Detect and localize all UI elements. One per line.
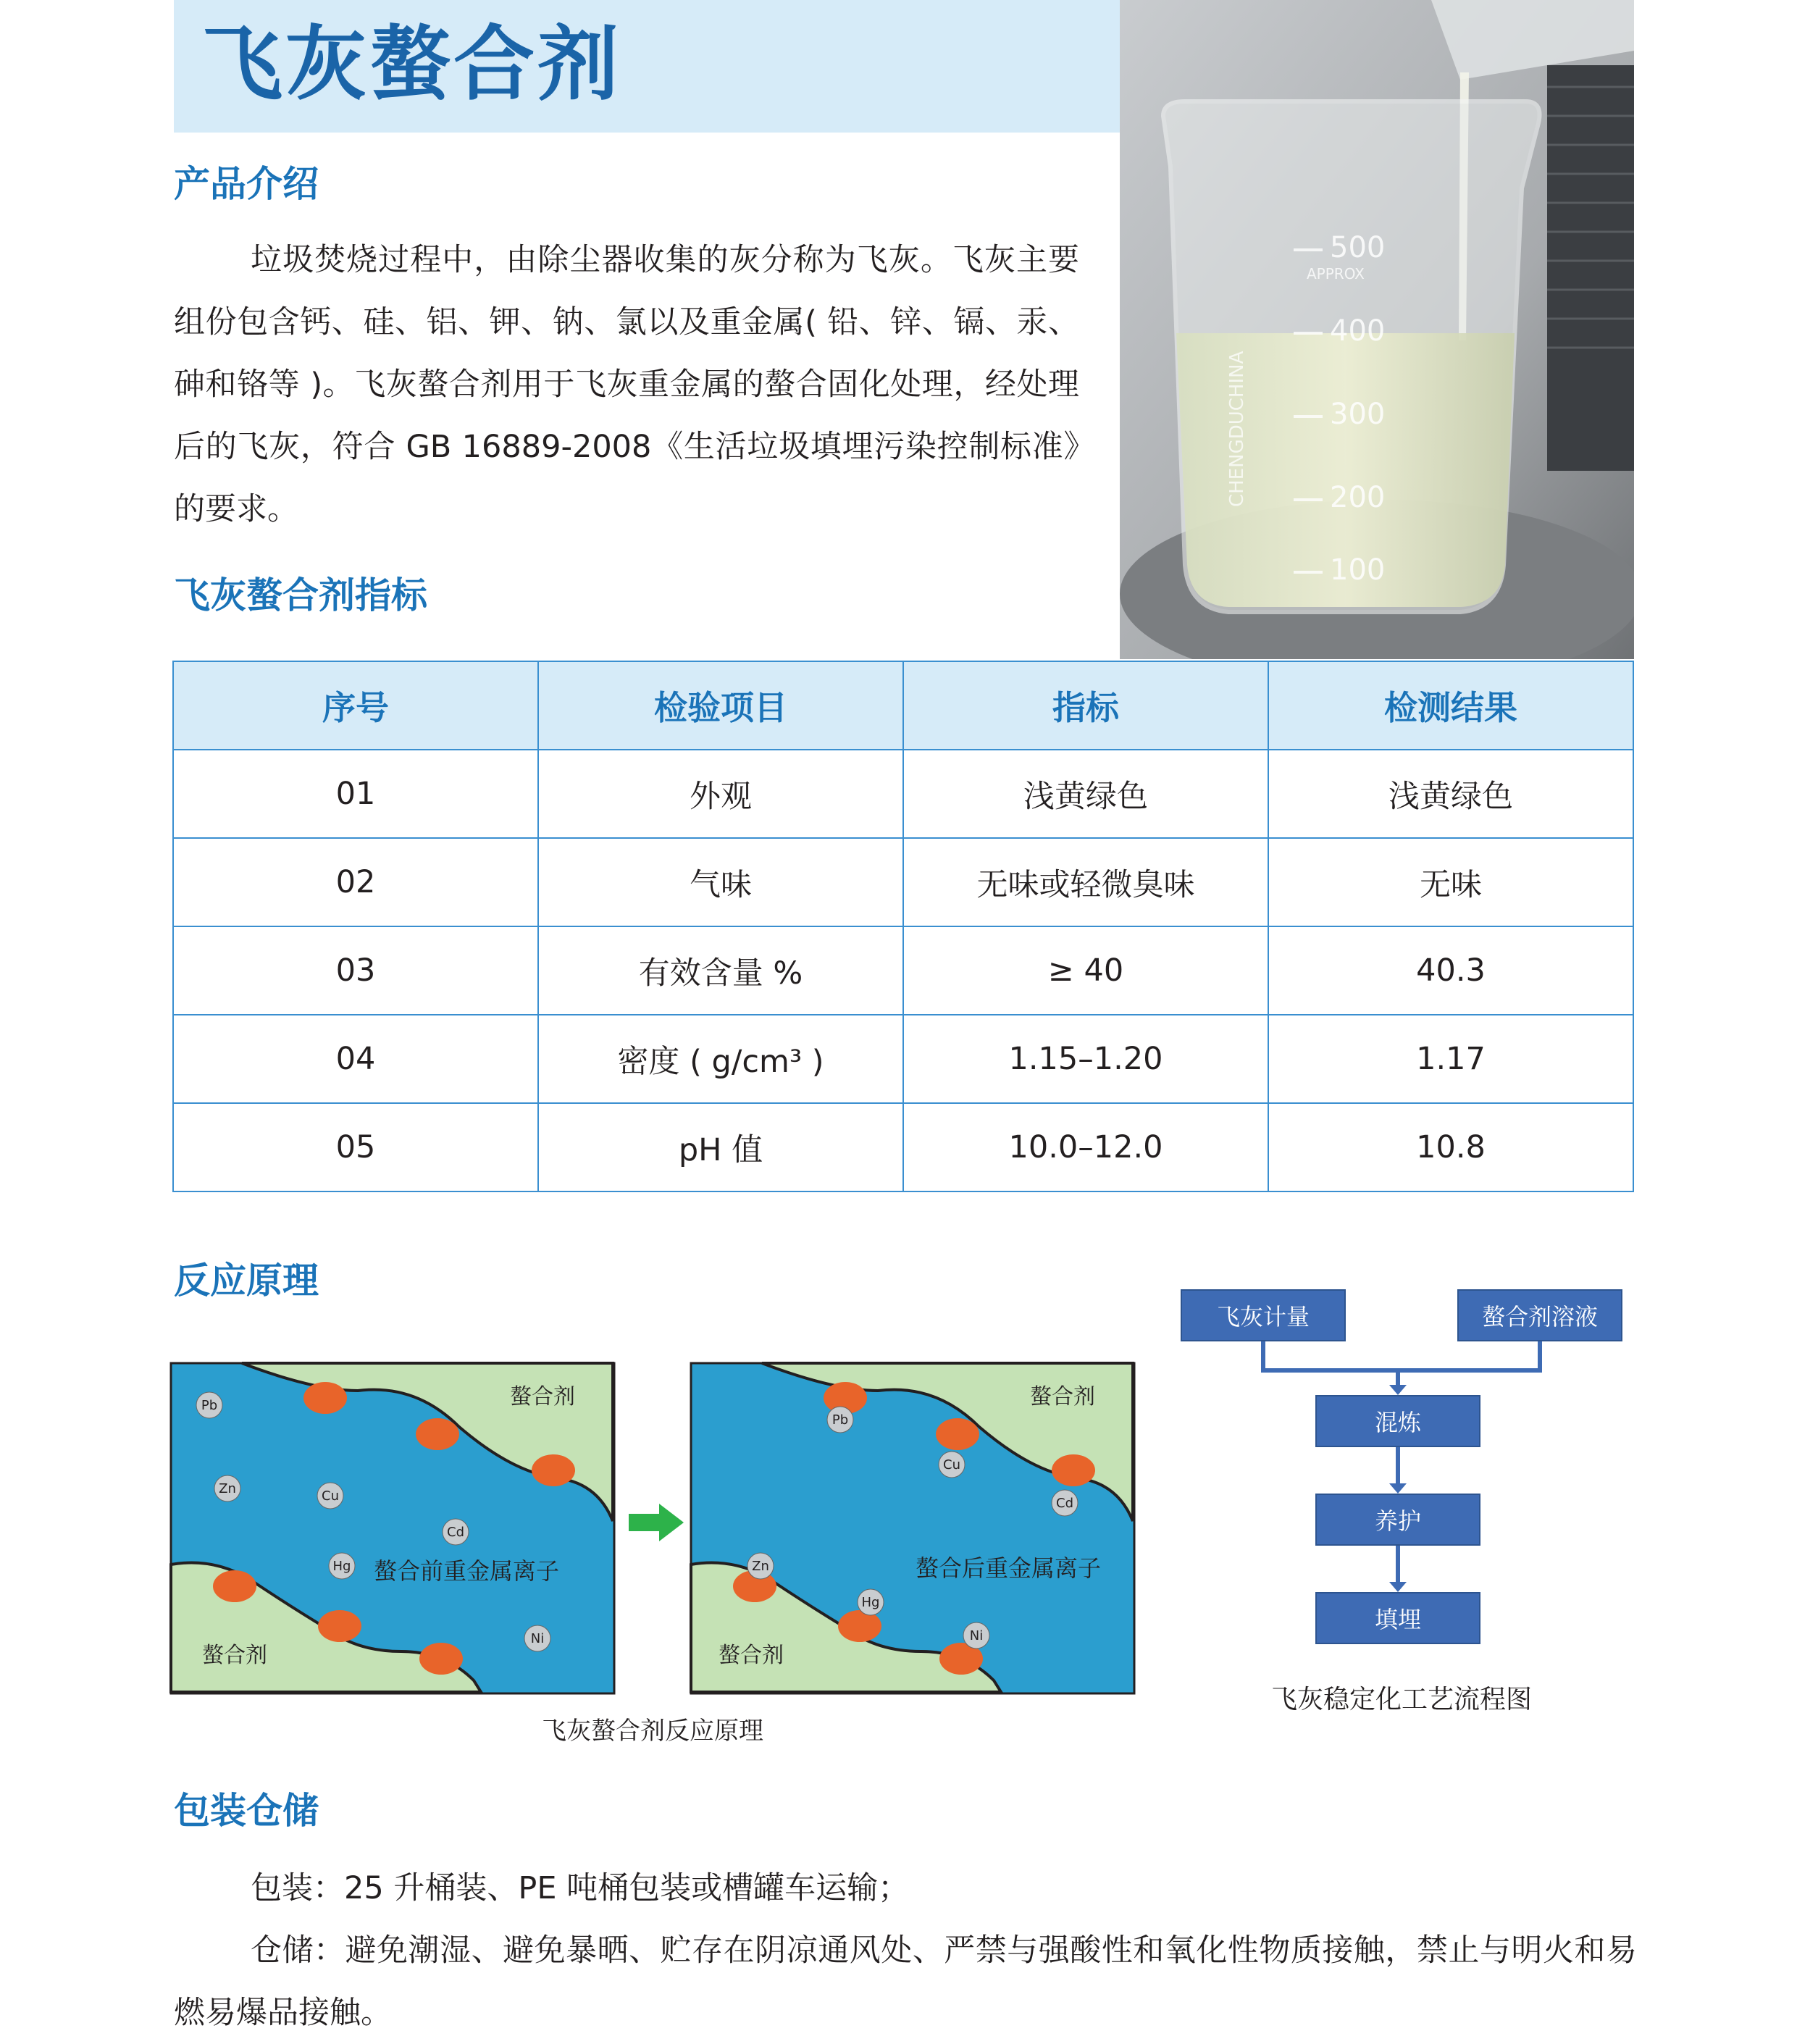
crab-icon: [318, 1610, 361, 1642]
ion-cd: [443, 1519, 469, 1545]
ion-ni: [524, 1625, 550, 1651]
agent-label: 螯合剂: [719, 1643, 784, 1668]
flow-node-step1: 混炼: [1315, 1395, 1480, 1447]
reaction-heading: 反应原理: [174, 1260, 319, 1302]
beaker-mark: 100: [1330, 553, 1386, 587]
crab-icon: [303, 1382, 347, 1414]
crab-icon: [419, 1643, 463, 1675]
after-label: 螯合后重金属离子: [915, 1554, 1102, 1582]
table-row: [173, 926, 1633, 1015]
svg-text:Pb: Pb: [832, 1412, 849, 1428]
arrow-down-icon: [1389, 1385, 1407, 1395]
beaker-mark: 300: [1330, 398, 1386, 431]
flow-connectors: [1173, 1340, 1637, 1593]
table-header-cell: 序号: [173, 661, 538, 750]
flow-node-step2: 养护: [1315, 1494, 1480, 1546]
svg-text:Cd: Cd: [447, 1525, 464, 1540]
flow-node-input-a: 飞灰计量: [1181, 1289, 1346, 1341]
page-title: 飞灰螯合剂: [201, 17, 621, 112]
table-header-cell: 检验项目: [538, 661, 903, 750]
table-header-cell: 指标: [903, 661, 1268, 750]
table-cell: 04: [173, 1015, 538, 1103]
svg-text:Cd: Cd: [1056, 1496, 1073, 1511]
table-cell: ≥ 40: [903, 926, 1268, 1015]
svg-text:Zn: Zn: [752, 1559, 769, 1574]
arrow-down-icon: [1389, 1582, 1407, 1592]
arrow-down-icon: [1389, 1483, 1407, 1494]
crab-icon: [838, 1610, 881, 1642]
reaction-caption: 飞灰螯合剂反应原理: [542, 1717, 763, 1746]
reaction-before-panel: [169, 1362, 616, 1695]
crab-icon: [416, 1418, 459, 1450]
agent-label: 螯合剂: [1030, 1384, 1095, 1410]
ion-hg: [858, 1589, 884, 1615]
ion-pb: [827, 1407, 853, 1433]
flow-node-input-b: 螯合剂溶液: [1457, 1289, 1622, 1341]
ion-cu: [317, 1483, 343, 1509]
table-cell: 气味: [538, 838, 903, 926]
beaker-mark: 200: [1330, 481, 1386, 514]
svg-text:Hg: Hg: [332, 1559, 351, 1574]
table-cell: 外观: [538, 750, 903, 838]
ion-hg: [329, 1553, 355, 1579]
packaging-text: 包装：25 升桶装、PE 吨桶包装或槽罐车运输；: [251, 1870, 910, 1906]
ion-zn: [747, 1553, 774, 1579]
intro-text: 垃圾焚烧过程中，由除尘器收集的灰分称为飞灰。飞灰主要组份包含钙、硅、铝、钾、钠、氯以及重金属( 铅、锌、镉、汞、砷和铬等 )。飞灰螯合剂用于飞灰重金属的螯合固化处理，经处理后的飞灰，符合 GB 16889-2008《生活垃圾填埋污染控制标准》的要求。: [174, 242, 1079, 527]
table-cell: 浅黄绿色: [903, 750, 1268, 838]
storage-text: 仓储：避免潮湿、避免暴晒、贮存在阴凉通风处、严禁与强酸性和氧化性物质接触，禁止与明火和易燃易爆品接触。: [174, 1932, 1637, 2031]
table-cell: 05: [173, 1103, 538, 1191]
svg-text:Ni: Ni: [530, 1631, 545, 1646]
ion-ni: [963, 1622, 989, 1649]
table-cell: 无味: [1268, 838, 1633, 926]
svg-text:Ni: Ni: [969, 1628, 984, 1643]
product-photo: [1120, 0, 1634, 659]
crab-icon: [532, 1454, 575, 1486]
table-cell: 1.15–1.20: [903, 1015, 1268, 1103]
ion-cu: [939, 1452, 965, 1478]
beaker-illustration: [1120, 0, 1634, 659]
reaction-after-panel: [690, 1362, 1136, 1695]
ion-pb: [196, 1392, 222, 1418]
agent-label: 螯合剂: [202, 1643, 267, 1668]
flowchart-caption: 飞灰稳定化工艺流程图: [1270, 1685, 1532, 1714]
agent-label: 螯合剂: [510, 1384, 575, 1410]
ion-zn: [214, 1475, 240, 1501]
flow-merge-line: [1263, 1341, 1540, 1370]
table-cell: 01: [173, 750, 538, 838]
table-cell: 浅黄绿色: [1268, 750, 1633, 838]
arrow-right-icon: [629, 1501, 687, 1544]
svg-text:Cu: Cu: [943, 1457, 960, 1473]
beaker-mark: 400: [1330, 314, 1386, 348]
svg-text:Cu: Cu: [322, 1488, 339, 1504]
beaker-brand: CHENGDUCHINA: [1226, 351, 1248, 507]
svg-text:Zn: Zn: [219, 1481, 236, 1496]
svg-text:Pb: Pb: [201, 1398, 218, 1413]
table-row: [173, 838, 1633, 926]
crab-icon: [936, 1418, 979, 1450]
table-cell: 10.0–12.0: [903, 1103, 1268, 1191]
crab-icon: [213, 1570, 256, 1602]
before-label: 螯合前重金属离子: [373, 1557, 560, 1585]
table-cell: 有效含量 %: [538, 926, 903, 1015]
storage-heading: 包装仓储: [174, 1790, 319, 1832]
spec-heading: 飞灰螯合剂指标: [174, 574, 427, 616]
table-cell: 10.8: [1268, 1103, 1633, 1191]
intro-heading: 产品介绍: [174, 163, 319, 205]
spec-table: [172, 661, 1634, 1192]
crab-icon: [1052, 1454, 1095, 1486]
flow-node-step3: 填埋: [1315, 1592, 1480, 1644]
table-header-cell: 检测结果: [1268, 661, 1633, 750]
svg-text:Hg: Hg: [861, 1595, 880, 1610]
table-cell: 密度 ( g/cm³ ): [538, 1015, 903, 1103]
beaker-mark: 500: [1330, 231, 1386, 264]
table-cell: 1.17: [1268, 1015, 1633, 1103]
ion-cd: [1052, 1490, 1078, 1516]
table-row: [173, 750, 1633, 838]
table-cell: 03: [173, 926, 538, 1015]
table-cell: 02: [173, 838, 538, 926]
table-row: [173, 1015, 1633, 1103]
beaker-approx: APPROX: [1307, 265, 1365, 282]
table-cell: pH 值: [538, 1103, 903, 1191]
table-row: [173, 1103, 1633, 1191]
table-header-row: [173, 661, 1633, 750]
table-cell: 无味或轻微臭味: [903, 838, 1268, 926]
window-blind: [1547, 65, 1634, 471]
table-cell: 40.3: [1268, 926, 1633, 1015]
intro-paragraph: [174, 229, 1079, 540]
storage-paragraph: [174, 1857, 1637, 2044]
